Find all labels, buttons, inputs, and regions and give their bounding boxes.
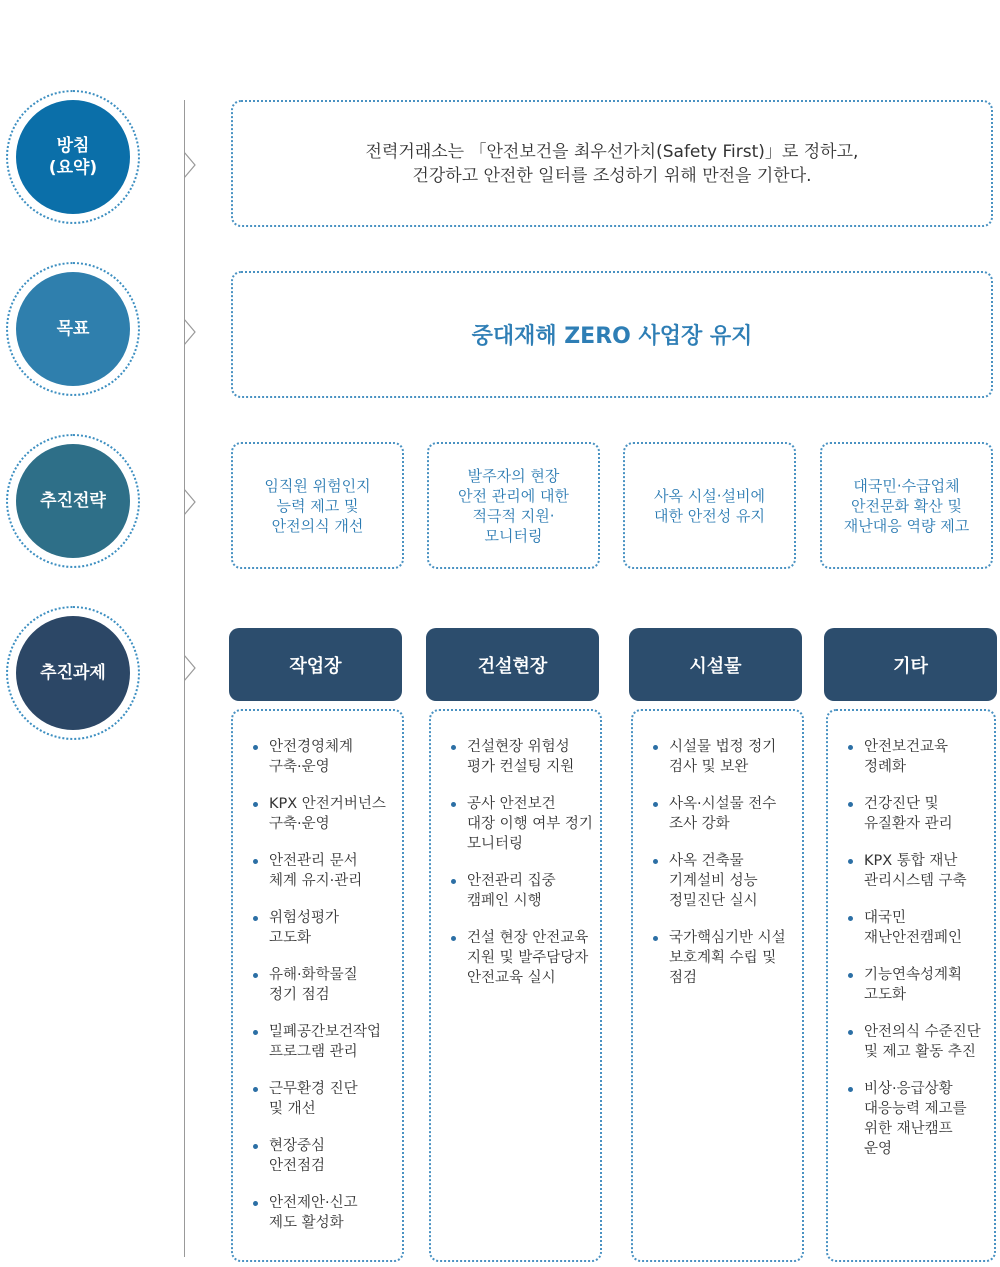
- list-item: 건설 현장 안전교육 지원 및 발주담당자 안전교육 실시: [449, 928, 594, 988]
- task-list-box: [826, 709, 996, 1262]
- strategy-text: 임직원 위험인지 능력 제고 및 안전의식 개선: [264, 476, 371, 535]
- row-label-goal: 목표: [16, 272, 130, 386]
- chevron-right-icon: [184, 150, 198, 180]
- list-item: 안전의식 수준진단 및 제고 활동 추진: [846, 1022, 988, 1062]
- list-item: 안전보건교육 정례화: [846, 737, 988, 777]
- list-item: KPX 통합 재난 관리시스템 구축: [846, 851, 988, 891]
- strategy-box: [231, 442, 404, 569]
- strategy-text: 대국민·수급업체 안전문화 확산 및 재난대응 역량 제고: [843, 476, 970, 535]
- task-list-box: [231, 709, 404, 1262]
- task-list: [251, 737, 396, 1250]
- list-item: 시설물 법정 정기 검사 및 보완: [651, 737, 796, 777]
- task-list: [846, 737, 988, 1176]
- list-item: KPX 안전거버넌스 구축·운영: [251, 794, 396, 834]
- strategy-text: 발주자의 현장 안전 관리에 대한 적극적 지원· 모니터링: [458, 466, 569, 545]
- row-circle-tasks: [6, 606, 140, 740]
- row-circle-policy: [6, 90, 140, 224]
- policy-text: 전력거래소는 「안전보건을 최우선가치(Safety First)」로 정하고, 건강하고 안전한 일터를 조성하기 위해 만전을 기한다.: [365, 141, 859, 186]
- list-item: 공사 안전보건 대장 이행 여부 정기 모니터링: [449, 794, 594, 854]
- list-item: 건설현장 위험성 평가 컨설팅 지원: [449, 737, 594, 777]
- task-list: [651, 737, 796, 1005]
- task-list-box: [429, 709, 602, 1262]
- strategy-text: 사옥 시설·설비에 대한 안전성 유지: [654, 486, 765, 525]
- list-item: 사옥 건축물 기계설비 성능 정밀진단 실시: [651, 851, 796, 911]
- list-item: 비상·응급상황 대응능력 제고를 위한 재난캠프 운영: [846, 1079, 988, 1159]
- strategy-box: [623, 442, 796, 569]
- list-item: 사옥·시설물 전수 조사 강화: [651, 794, 796, 834]
- list-item: 대국민 재난안전캠페인: [846, 908, 988, 948]
- goal-text: 중대재해 ZERO 사업장 유지: [471, 324, 753, 349]
- task-header-facility: 시설물: [629, 628, 802, 701]
- task-header-construction: 건설현장: [426, 628, 599, 701]
- chevron-right-icon: [184, 653, 198, 683]
- chevron-right-icon: [184, 317, 198, 347]
- row-label-policy: 방침 (요약): [16, 100, 130, 214]
- list-item: 현장중심 안전점검: [251, 1136, 396, 1176]
- list-item: 유해·화학물질 정기 점검: [251, 965, 396, 1005]
- task-header-other: 기타: [824, 628, 997, 701]
- strategy-box: [820, 442, 993, 569]
- list-item: 국가핵심기반 시설 보호계획 수립 및 점검: [651, 928, 796, 988]
- row-label-tasks: 추진과제: [16, 616, 130, 730]
- list-item: 기능연속성계획 고도화: [846, 965, 988, 1005]
- policy-box: [231, 100, 993, 227]
- task-list-box: [631, 709, 804, 1262]
- list-item: 근무환경 진단 및 개선: [251, 1079, 396, 1119]
- list-item: 밀폐공간보건작업 프로그램 관리: [251, 1022, 396, 1062]
- list-item: 위험성평가 고도화: [251, 908, 396, 948]
- row-circle-strategy: [6, 434, 140, 568]
- task-header-workplace: 작업장: [229, 628, 402, 701]
- task-list: [449, 737, 594, 1005]
- list-item: 건강진단 및 유질환자 관리: [846, 794, 988, 834]
- list-item: 안전경영체계 구축·운영: [251, 737, 396, 777]
- list-item: 안전관리 문서 체계 유지·관리: [251, 851, 396, 891]
- strategy-box: [427, 442, 600, 569]
- row-label-strategy: 추진전략: [16, 444, 130, 558]
- list-item: 안전제안·신고 제도 활성화: [251, 1193, 396, 1233]
- list-item: 안전관리 집중 캠페인 시행: [449, 871, 594, 911]
- chevron-right-icon: [184, 487, 198, 517]
- goal-box: [231, 271, 993, 398]
- row-circle-goal: [6, 262, 140, 396]
